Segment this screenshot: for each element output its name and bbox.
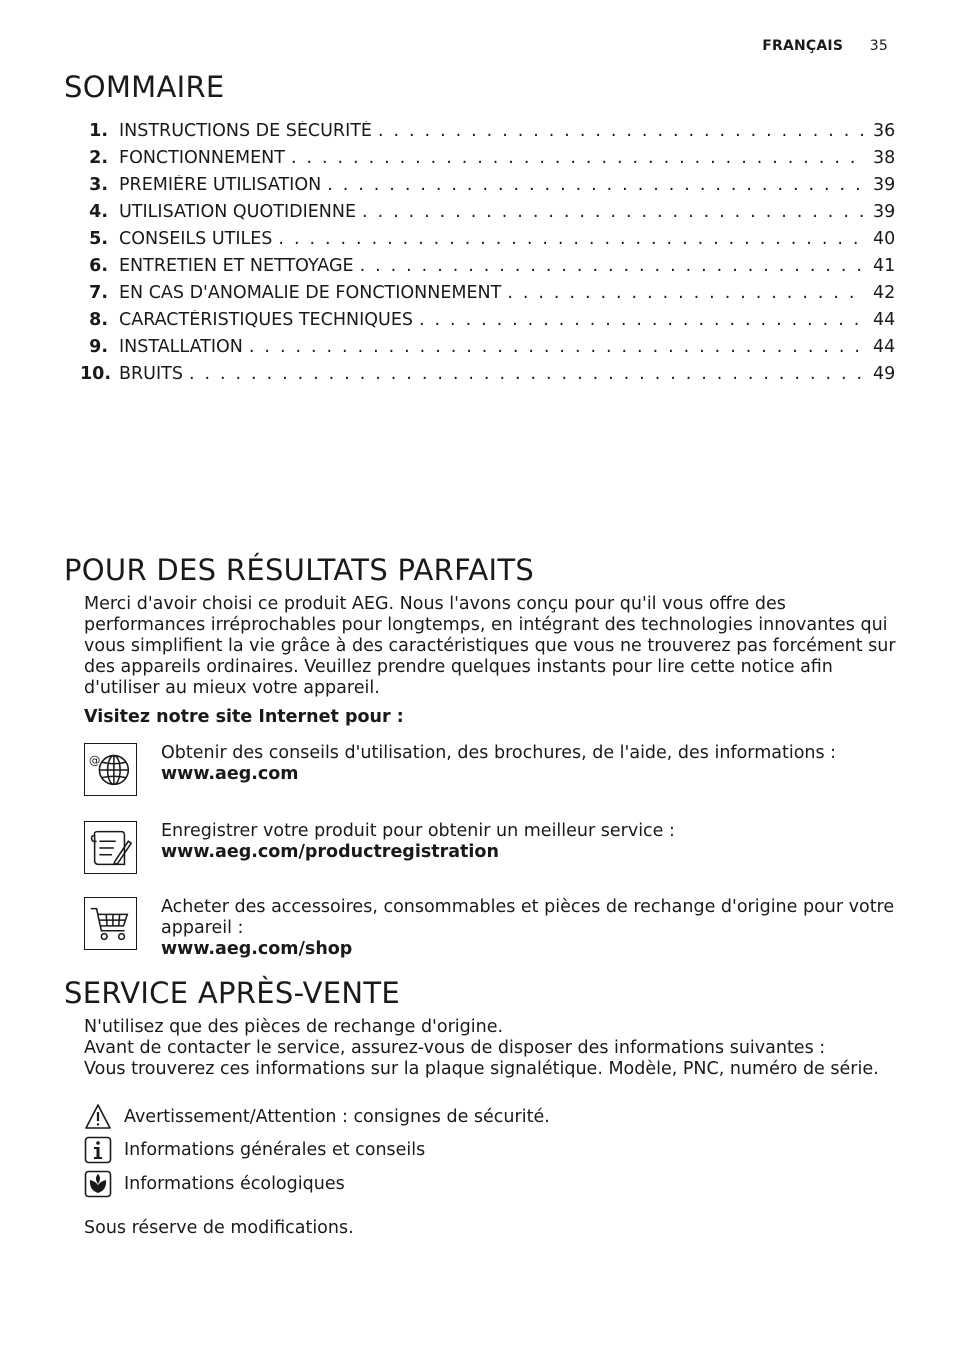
link-description: [161, 897, 896, 960]
toc-heading: SOMMAIRE: [64, 70, 225, 104]
toc-item-title: UTILISATION QUOTIDIENNE: [119, 202, 357, 222]
visit-label: Visitez notre site Internet pour :: [84, 707, 404, 727]
toc-item-title: CARACTÉRISTIQUES TECHNIQUES: [119, 310, 413, 330]
toc-item[interactable]: [80, 364, 895, 391]
toc-leader-dots: [291, 148, 865, 168]
toc-item-number: 1.: [89, 121, 108, 141]
toc-leader-dots: [327, 175, 865, 195]
header-language: FRANÇAIS: [762, 38, 844, 54]
toc-item-page: 41: [873, 256, 895, 276]
toc-item-title: INSTALLATION: [119, 337, 243, 357]
service-paragraph: [84, 1017, 899, 1080]
legend-text: Avertissement/Attention : consignes de sécurité.: [124, 1107, 550, 1127]
toc-item-number: 3.: [89, 175, 108, 195]
legend-warning: [84, 1103, 684, 1133]
toc-item-number: 5.: [89, 229, 108, 249]
table-of-contents: [80, 121, 895, 391]
link-text: Obtenir des conseils d'utilisation, des brochures, de l'aide, des informations :: [161, 743, 837, 763]
toc-item[interactable]: [80, 283, 895, 310]
link-url-aeg[interactable]: www.aeg.com: [161, 764, 299, 784]
svg-text:@: @: [88, 753, 101, 768]
toc-leader-dots: [189, 364, 865, 384]
toc-item-number: 6.: [89, 256, 108, 276]
toc-item-number: 9.: [89, 337, 108, 357]
toc-item[interactable]: [80, 337, 895, 364]
legend-info: [84, 1136, 684, 1166]
toc-item[interactable]: [80, 229, 895, 256]
service-line: Vous trouverez ces informations sur la plaque signalétique. Modèle, PNC, numéro de série.: [84, 1059, 879, 1079]
service-line: N'utilisez que des pièces de rechange d'origine.: [84, 1017, 504, 1037]
toc-item-title: INSTRUCTIONS DE SÉCURITÉ: [119, 121, 372, 141]
toc-item-title: PREMIÈRE UTILISATION: [119, 175, 322, 195]
toc-item-page: 42: [873, 283, 895, 303]
toc-item-number: 4.: [89, 202, 108, 222]
toc-item-page: 36: [873, 121, 895, 141]
toc-item-page: 39: [873, 175, 895, 195]
toc-item[interactable]: [80, 310, 895, 337]
toc-item-page: 39: [873, 202, 895, 222]
link-text: Enregistrer votre produit pour obtenir un meilleur service :: [161, 821, 675, 841]
warning-triangle-icon: [84, 1103, 112, 1131]
results-heading: POUR DES RÉSULTATS PARFAITS: [64, 553, 535, 587]
header-page-number: 35: [869, 38, 888, 54]
footnote: Sous réserve de modifications.: [84, 1218, 354, 1238]
intro-paragraph: Merci d'avoir choisi ce produit AEG. Nous l'avons conçu pour qu'il vous offre des performances irréprochables pour longtemps, en intégrant des technologies innovantes qui vous simplifient la vie grâce à des caractéristiques que vous ne trouverez pas forcément sur des appareils ordinaires. Veuillez prendre quelques instants pour lire cette notice afin d'utiliser au mieux votre appareil.: [84, 594, 896, 698]
link-url-shop[interactable]: www.aeg.com/shop: [161, 939, 353, 959]
toc-item[interactable]: [80, 175, 895, 202]
toc-item-page: 44: [873, 337, 895, 357]
toc-item-page: 44: [873, 310, 895, 330]
service-line: Avant de contacter le service, assurez-vous de disposer des informations suivantes :: [84, 1038, 826, 1058]
toc-item-title: BRUITS: [119, 364, 183, 384]
toc-item-page: 40: [873, 229, 895, 249]
toc-item[interactable]: [80, 256, 895, 283]
toc-leader-dots: [362, 202, 865, 222]
toc-item-number: 10.: [80, 364, 112, 384]
toc-item-page: 49: [873, 364, 895, 384]
eco-leaf-icon: [84, 1170, 112, 1198]
toc-leader-dots: [378, 121, 865, 141]
link-text: Acheter des accessoires, consommables et pièces de rechange d'origine pour votre appareil :: [161, 897, 895, 938]
toc-item-title: EN CAS D'ANOMALIE DE FONCTIONNEMENT: [119, 283, 502, 303]
toc-item-number: 8.: [89, 310, 108, 330]
toc-leader-dots: [419, 310, 865, 330]
legend-text: Informations générales et conseils: [124, 1140, 426, 1160]
toc-item[interactable]: [80, 121, 895, 148]
service-heading: SERVICE APRÈS-VENTE: [64, 976, 401, 1010]
toc-item[interactable]: [80, 202, 895, 229]
page-header: [762, 38, 888, 54]
link-description: [161, 821, 896, 863]
link-description: [161, 743, 896, 785]
link-url-productregistration[interactable]: www.aeg.com/productregistration: [161, 842, 499, 862]
shopping-cart-icon: [84, 897, 137, 950]
toc-item-number: 7.: [89, 283, 108, 303]
registration-form-icon: [84, 821, 137, 874]
toc-item-page: 38: [873, 148, 895, 168]
toc-item-title: FONCTIONNEMENT: [119, 148, 285, 168]
toc-item-number: 2.: [89, 148, 108, 168]
globe-at-icon: [84, 743, 137, 796]
toc-leader-dots: [507, 283, 865, 303]
toc-item-title: ENTRETIEN ET NETTOYAGE: [119, 256, 354, 276]
toc-item[interactable]: [80, 148, 895, 175]
toc-leader-dots: [278, 229, 865, 249]
toc-leader-dots: [360, 256, 865, 276]
toc-leader-dots: [249, 337, 865, 357]
toc-item-title: CONSEILS UTILES: [119, 229, 273, 249]
info-icon: [84, 1136, 112, 1164]
legend-eco: [84, 1170, 684, 1200]
legend-text: Informations écologiques: [124, 1174, 345, 1194]
